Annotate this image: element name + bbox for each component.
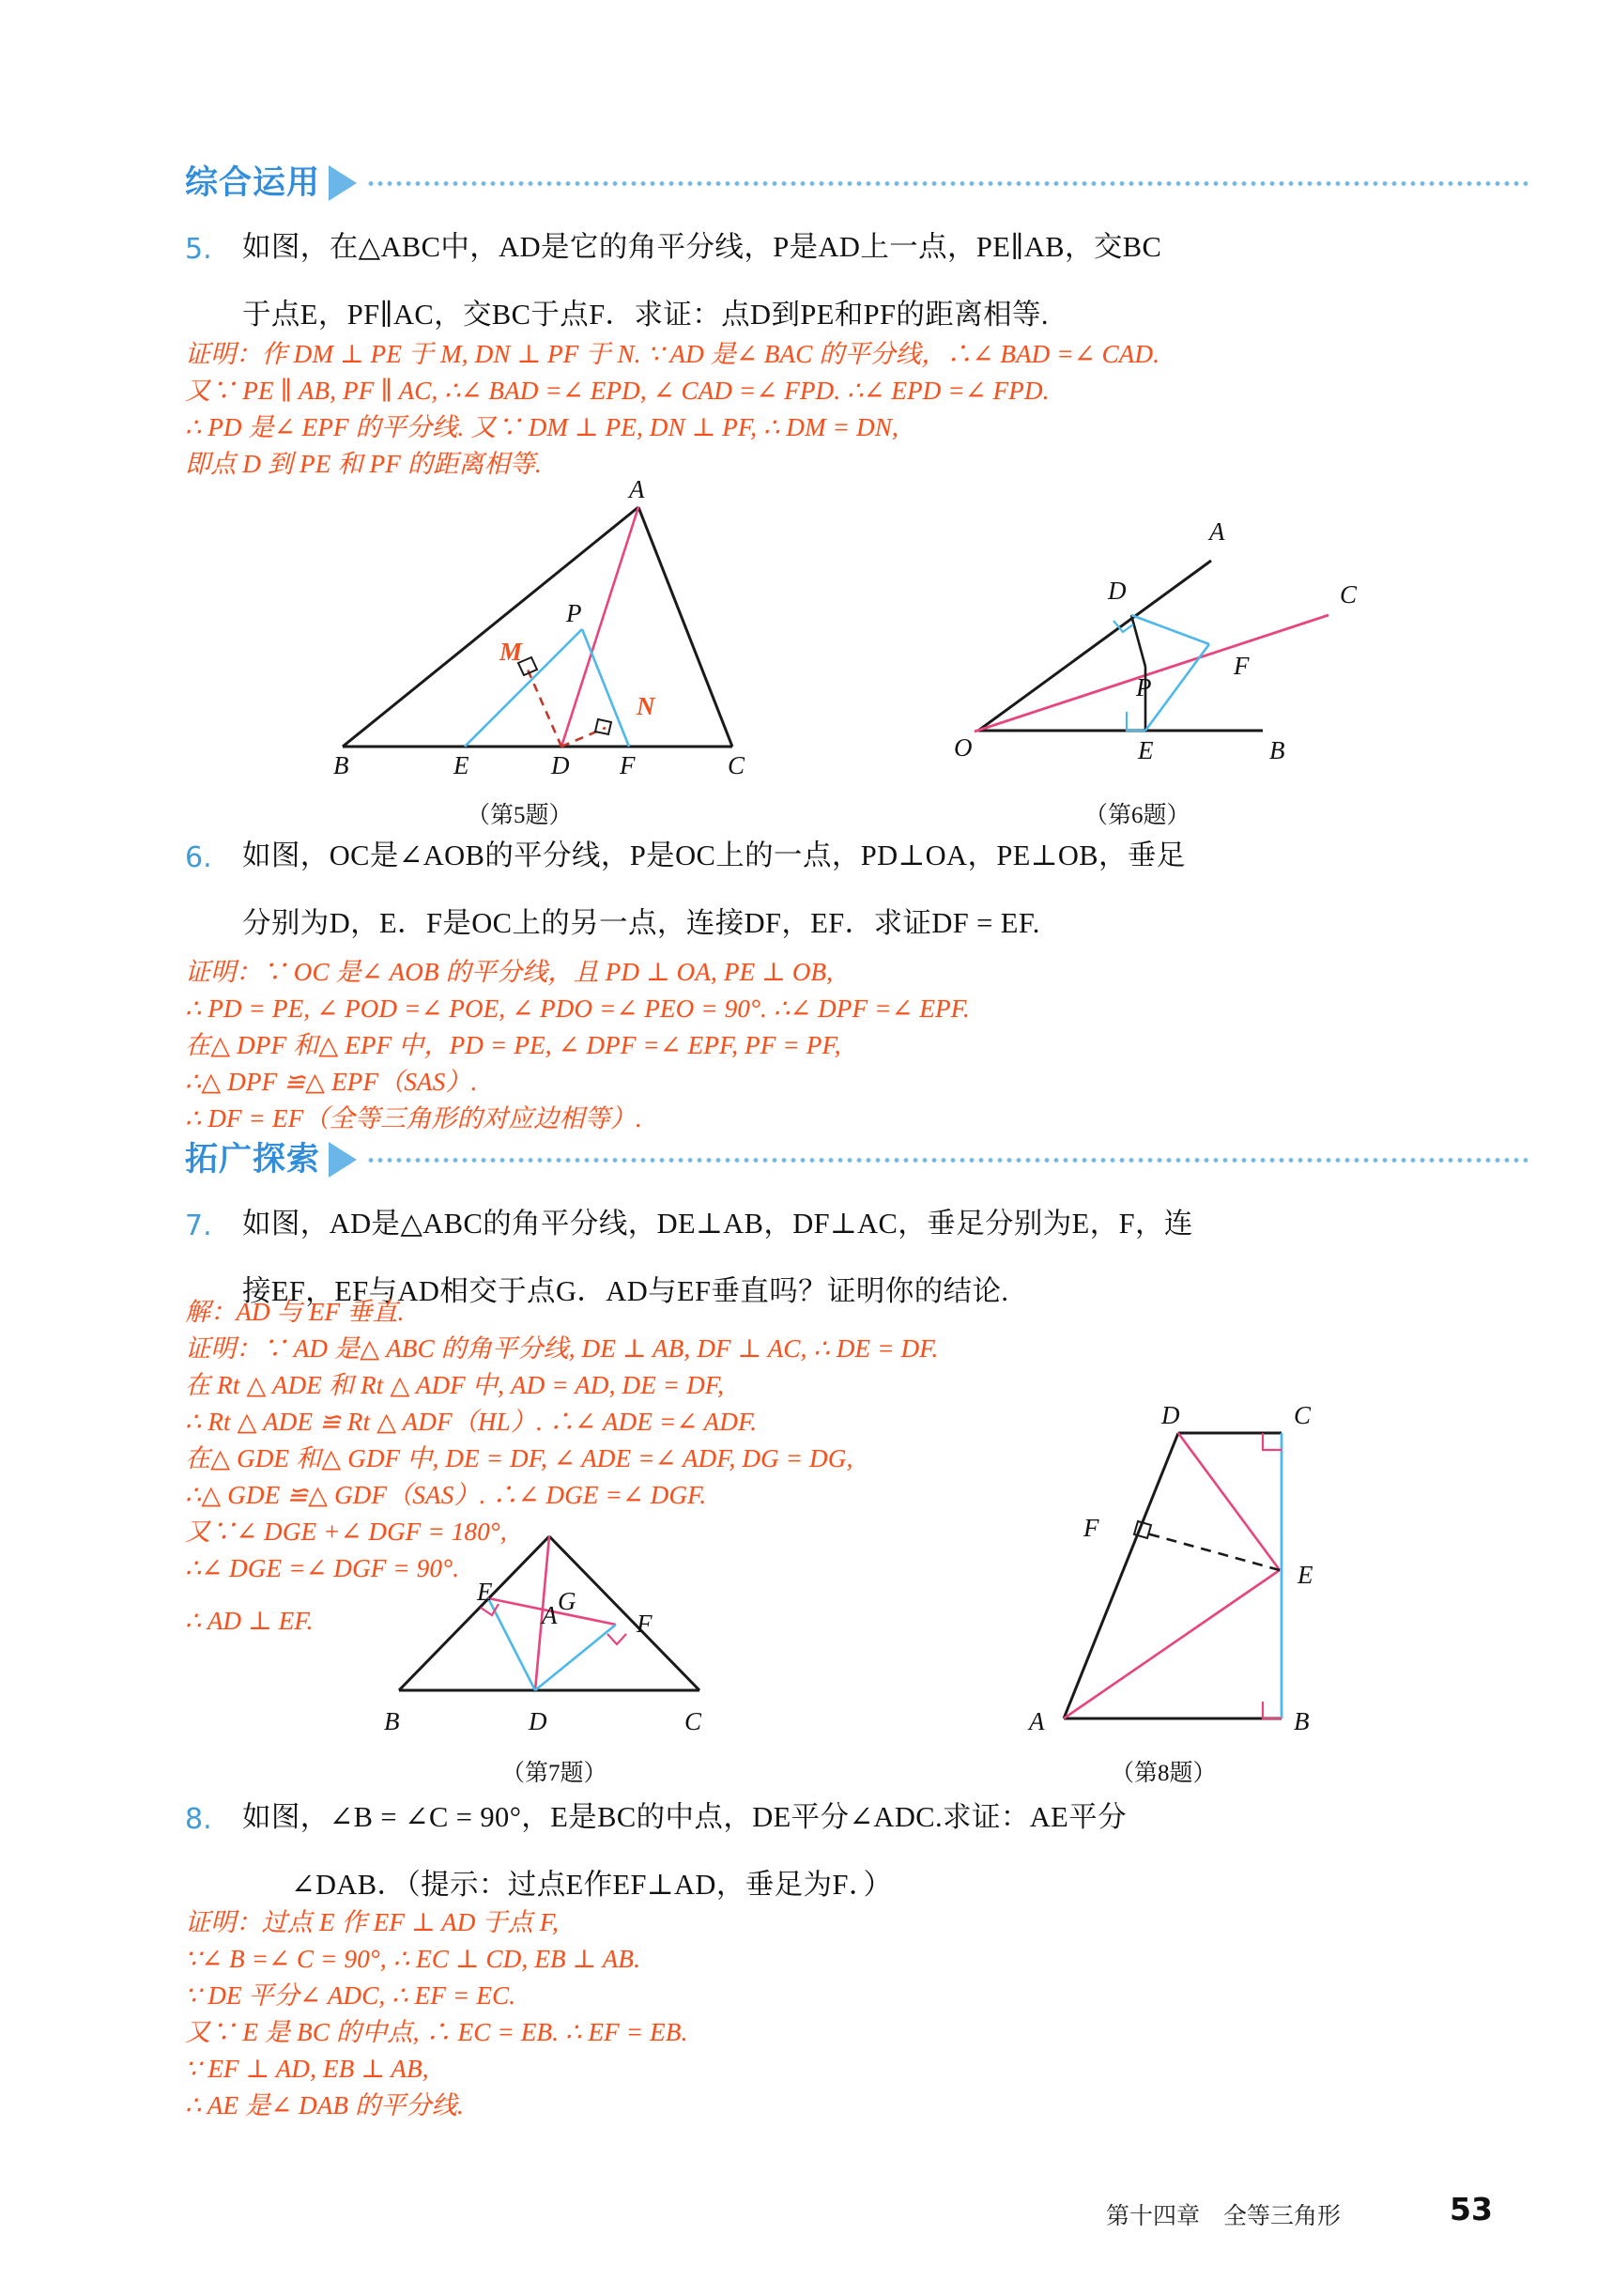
figure-5-label-F: F [620, 751, 636, 779]
figure-5-label-N: N [637, 692, 655, 720]
figure-6-label-C: C [1340, 580, 1358, 609]
problem-8-answer-line-5: ∵ EF ⊥ AD, EB ⊥ AB, [185, 2055, 429, 2083]
problem-7-answer-line-2: 证明：∵ AD 是△ ABC 的角平分线, DE ⊥ AB, DF ⊥ AC, ∴ DE = DF. [185, 1334, 939, 1363]
problem-8-answer-line-4: 又∵ E 是 BC 的中点, ∴ EC = EB. ∴ EF = EB. [185, 2018, 688, 2046]
figure-8-label-B: B [1294, 1707, 1310, 1735]
figure-5-caption: （第5题） [467, 803, 573, 828]
problem-5-answer-line-2: 又∵ PE ∥ AB, PF ∥ AC, ∴∠ BAD =∠ EPD, ∠ CAD =∠ FPD. ∴∠ EPD =∠ FPD. [185, 377, 1050, 405]
figure-7-label-F: F [637, 1610, 653, 1638]
problem-5-line-2: 于点E，PF∥AC，交BC于点F．求证：点D到PE和PF的距离相等. [242, 299, 1049, 331]
triangle-icon [329, 165, 357, 201]
figure-6-label-A: A [1209, 517, 1225, 546]
problem-5-answer-line-4: 即点 D 到 PE 和 PF 的距离相等. [185, 450, 542, 478]
problem-number-6: 6. [185, 841, 212, 874]
figure-5-label-C: C [728, 751, 745, 779]
figure-8-caption: （第8题） [1111, 1761, 1217, 1786]
figure-8-label-C: C [1294, 1401, 1312, 1429]
problem-7-answer-line-6: ∴△ GDE ≌△ GDF（SAS）. ∴∠ DGE =∠ DGF. [185, 1481, 707, 1509]
figure-6-label-P: P [1136, 673, 1152, 701]
footer-chapter: 第十四章 全等三角形 [1106, 2204, 1342, 2229]
problem-7-answer-line-7: 又∵∠ DGE +∠ DGF = 180°, [185, 1518, 507, 1546]
problem-6-answer-line-4: ∴△ DPF ≌△ EPF（SAS）. [185, 1068, 478, 1096]
figure-8-label-D: D [1161, 1401, 1180, 1429]
figure-7-label-E: E [477, 1578, 493, 1606]
problem-7-answer-line-3: 在 Rt △ ADE 和 Rt △ ADF 中, AD = AD, DE = DF, [185, 1371, 725, 1399]
dotted-rule [366, 180, 1528, 187]
dotted-rule [366, 1157, 1528, 1163]
problem-6-answer-line-1: 证明：∵ OC 是∠ AOB 的平分线，且 PD ⊥ OA, PE ⊥ OB, [185, 958, 834, 986]
problem-6-line-1: 如图，OC是∠AOB的平分线，P是OC上的一点，PD⊥OA，PE⊥OB，垂足 [242, 840, 1186, 871]
problem-7-answer-line-9: ∴ AD ⊥ EF. [185, 1607, 314, 1635]
problem-7-answer-line-5: 在△ GDE 和△ GDF 中, DE = DF, ∠ ADE =∠ ADF, DG = DG, [185, 1444, 853, 1472]
problem-7-answer-line-8: ∴∠ DGE =∠ DGF = 90°. [185, 1554, 460, 1582]
figure-5-label-M: M [499, 638, 523, 666]
problem-5-answer-line-1: 证明：作 DM ⊥ PE 于 M, DN ⊥ PF 于 N. ∵ AD 是∠ BAC 的平分线，∴∠ BAD =∠ CAD. [185, 340, 1160, 368]
problem-8-answer-line-3: ∵ DE 平分∠ ADC, ∴ EF = EC. [185, 1981, 516, 2010]
figure-6-diagram [958, 521, 1371, 784]
problem-8-answer-line-6: ∴ AE 是∠ DAB 的平分线. [185, 2091, 464, 2119]
problem-6-answer-line-3: 在△ DPF 和△ EPF 中，PD = PE, ∠ DPF =∠ EPF, PF = PF, [185, 1031, 841, 1059]
figure-8-diagram [1033, 1427, 1333, 1728]
figure-7-label-B: B [384, 1707, 400, 1735]
problem-8-line-2: ∠DAB．（提示：过点E作EF⊥AD，垂足为F．） [291, 1869, 893, 1901]
problem-number-8: 8. [185, 1803, 212, 1836]
figure-5-label-A: A [629, 475, 645, 503]
problem-7-answer-line-4: ∴ Rt △ ADE ≌ Rt △ ADF（HL）. ∴∠ ADE =∠ ADF. [185, 1408, 758, 1436]
problem-7-answer-line-1: 解：AD 与 EF 垂直. [185, 1298, 405, 1326]
figure-8-label-A: A [1029, 1707, 1045, 1735]
figure-6-label-O: O [954, 733, 973, 762]
figure-8-label-F: F [1083, 1514, 1099, 1542]
section-title: 综合运用 [185, 163, 321, 202]
figure-6-label-D: D [1108, 577, 1127, 605]
figure-6-label-E: E [1138, 736, 1154, 764]
section-header-comprehensive [185, 162, 1528, 205]
figure-6-caption: （第6题） [1084, 803, 1190, 828]
figure-5-diagram [319, 479, 751, 751]
problem-6-line-2: 分别为D，E．F是OC上的另一点，连接DF，EF．求证DF = EF. [242, 907, 1040, 939]
figure-7-label-A: A [542, 1601, 558, 1629]
problem-7-line-2: 接EF，EF与AD相交于点G．AD与EF垂直吗？证明你的结论. [242, 1275, 1009, 1307]
figure-5-label-D: D [551, 751, 570, 779]
figure-5-label-P: P [566, 599, 582, 627]
figure-5-label-E: E [453, 751, 469, 779]
problem-6-answer-line-2: ∴ PD = PE, ∠ POD =∠ POE, ∠ PDO =∠ PEO = 90°. ∴∠ DPF =∠ EPF. [185, 994, 970, 1023]
figure-7-caption: （第7题） [501, 1761, 607, 1786]
problem-5-line-1: 如图，在△ABC中，AD是它的角平分线，P是AD上一点，PE∥AB，交BC [242, 231, 1162, 263]
section-title: 拓广探索 [185, 1140, 321, 1179]
figure-5-label-B: B [333, 751, 349, 779]
problem-8-answer-line-1: 证明：过点 E 作 EF ⊥ AD 于点 F, [185, 1908, 559, 1936]
section-header-exploration [185, 1138, 1528, 1181]
figure-7-label-C: C [684, 1707, 702, 1735]
figure-6-label-F: F [1234, 652, 1250, 680]
problem-number-5: 5. [185, 233, 212, 266]
footer-page-number: 53 [1450, 2191, 1493, 2227]
problem-7-line-1: 如图，AD是△ABC的角平分线，DE⊥AB，DF⊥AC，垂足分别为E，F，连 [242, 1208, 1193, 1240]
figure-7-label-G: G [558, 1587, 576, 1615]
triangle-icon [329, 1142, 357, 1178]
figure-7-label-D: D [529, 1707, 547, 1735]
problem-8-answer-line-2: ∵∠ B =∠ C = 90°, ∴ EC ⊥ CD, EB ⊥ AB. [185, 1945, 641, 1973]
figure-6-label-B: B [1269, 736, 1285, 764]
problem-8-line-1: 如图，∠B = ∠C = 90°，E是BC的中点，DE平分∠ADC.求证：AE平分 [242, 1801, 1128, 1833]
figure-8-label-E: E [1298, 1561, 1313, 1589]
problem-6-answer-line-5: ∴ DF = EF（全等三角形的对应边相等）. [185, 1104, 642, 1133]
problem-number-7: 7. [185, 1210, 212, 1242]
problem-5-answer-line-3: ∴ PD 是∠ EPF 的平分线. 又∵ DM ⊥ PE, DN ⊥ PF, ∴ DM = DN, [185, 413, 898, 441]
